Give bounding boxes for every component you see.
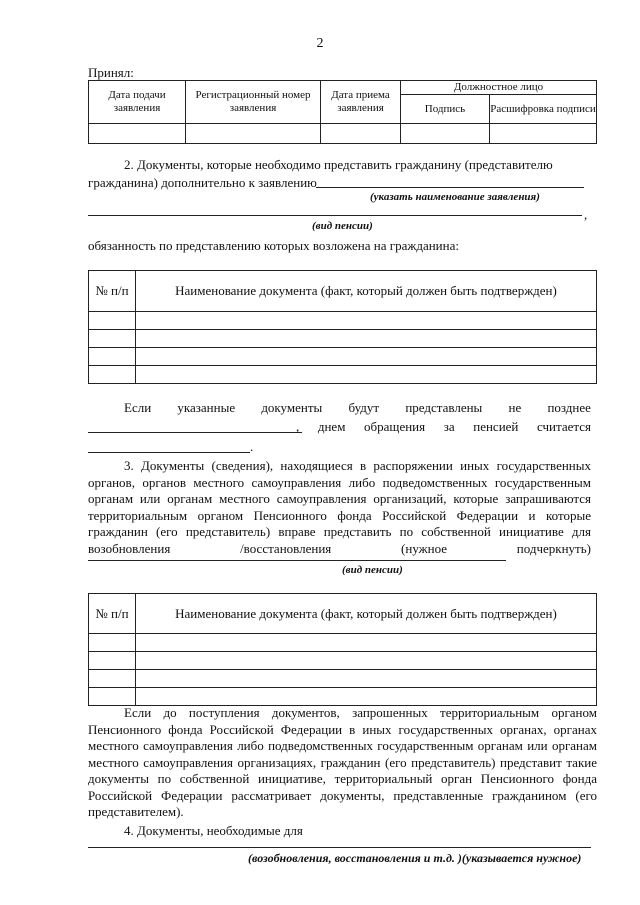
hint-pension-1: (вид пенсии)	[312, 220, 373, 232]
col-doc-name: Наименование документа (факт, который должен быть подтвержден)	[136, 271, 597, 312]
table-row[interactable]	[136, 670, 597, 688]
section3-paragraph: 3. Документы (сведения), находящиеся в распоряжении иных государственных органов, органов местного самоуправления либо подведомственных государственным органам или органам местного самоуправления организаций, которые запрашиваются территориальным органом Пенсионного фонда Российской Федерации и которые гражданин (его представитель) вправе представить по собственной инициативе для возобновления /восстановления (нужное подчеркнуть)	[88, 458, 591, 556]
hint-section4: (возобновления, восстановления и т.д. )(указывается нужное)	[248, 851, 582, 865]
table-row[interactable]	[89, 330, 136, 348]
col-reg-number: Регистрационный номер заявления	[186, 81, 321, 124]
deadline-line1: Если указанные документы будут представлены не позднее	[124, 400, 591, 415]
table-row[interactable]	[89, 670, 136, 688]
table-row[interactable]	[136, 652, 597, 670]
col-official: Должностное лицо	[401, 81, 597, 95]
table-row[interactable]	[136, 634, 597, 652]
col-doc-name: Наименование документа (факт, который должен быть подтвержден)	[136, 594, 597, 634]
pension-type-field-2[interactable]	[88, 560, 506, 561]
col-date-accept: Дата приема заявления	[321, 81, 401, 124]
table-row[interactable]	[136, 312, 597, 330]
section4-line1: 4. Документы, необходимые для	[124, 823, 303, 838]
section2-line1: 2. Документы, которые необходимо представить гражданину (представителю	[124, 157, 553, 172]
cell-date-submit[interactable]	[89, 124, 186, 144]
acceptance-table	[88, 80, 597, 144]
col-num: № п/п	[89, 271, 136, 312]
col-signature-decode: Расшифровка подписи	[490, 95, 597, 124]
table-row[interactable]	[89, 652, 136, 670]
table-row[interactable]	[136, 330, 597, 348]
if-paragraph: Если до поступления документов, запрошенных территориальным органом Пенсионного фонда Российской Федерации в иных государственных органах, органах местного самоуправления либо подведомственных государственным органам или органам местного самоуправления организациях, гражданин (его представитель) представит такие документы по собственной инициативе, территориальный орган Пенсионного фонда Российской Федерации рассматривает документы, представленные гражданином (его представителем).	[88, 705, 597, 819]
deadline-line2: , днем обращения за пенсией считается	[296, 419, 591, 434]
section2-line3: обязанность по представлению которых возложена на гражданина:	[88, 238, 459, 253]
hint-application: (указать наименование заявления)	[370, 191, 540, 203]
table-row[interactable]	[136, 348, 597, 366]
table-row[interactable]	[89, 634, 136, 652]
table-row[interactable]	[89, 688, 136, 706]
appeal-date-field[interactable]	[88, 452, 250, 453]
documents-table-2	[88, 593, 597, 706]
deadline-date-field[interactable]	[88, 432, 302, 433]
hint-pension-2: (вид пенсии)	[342, 564, 403, 576]
col-signature: Подпись	[401, 95, 490, 124]
table-row[interactable]	[89, 348, 136, 366]
cell-reg-number[interactable]	[186, 124, 321, 144]
table-row[interactable]	[89, 366, 136, 384]
table-row[interactable]	[89, 312, 136, 330]
table-row[interactable]	[136, 688, 597, 706]
section2-line2: гражданина) дополнительно к заявлению	[88, 175, 317, 190]
documents-table-1	[88, 270, 597, 384]
col-date-submit: Дата подачи заявления	[89, 81, 186, 124]
page-number: 2	[316, 36, 324, 51]
pension-type-field[interactable]	[88, 215, 582, 216]
cell-signature-decode[interactable]	[490, 124, 597, 144]
section4-field[interactable]	[88, 847, 591, 848]
cell-signature[interactable]	[401, 124, 490, 144]
col-num: № п/п	[89, 594, 136, 634]
table-row[interactable]	[136, 366, 597, 384]
cell-date-accept[interactable]	[321, 124, 401, 144]
application-name-field[interactable]	[316, 187, 584, 188]
accepted-label: Принял:	[88, 65, 134, 80]
